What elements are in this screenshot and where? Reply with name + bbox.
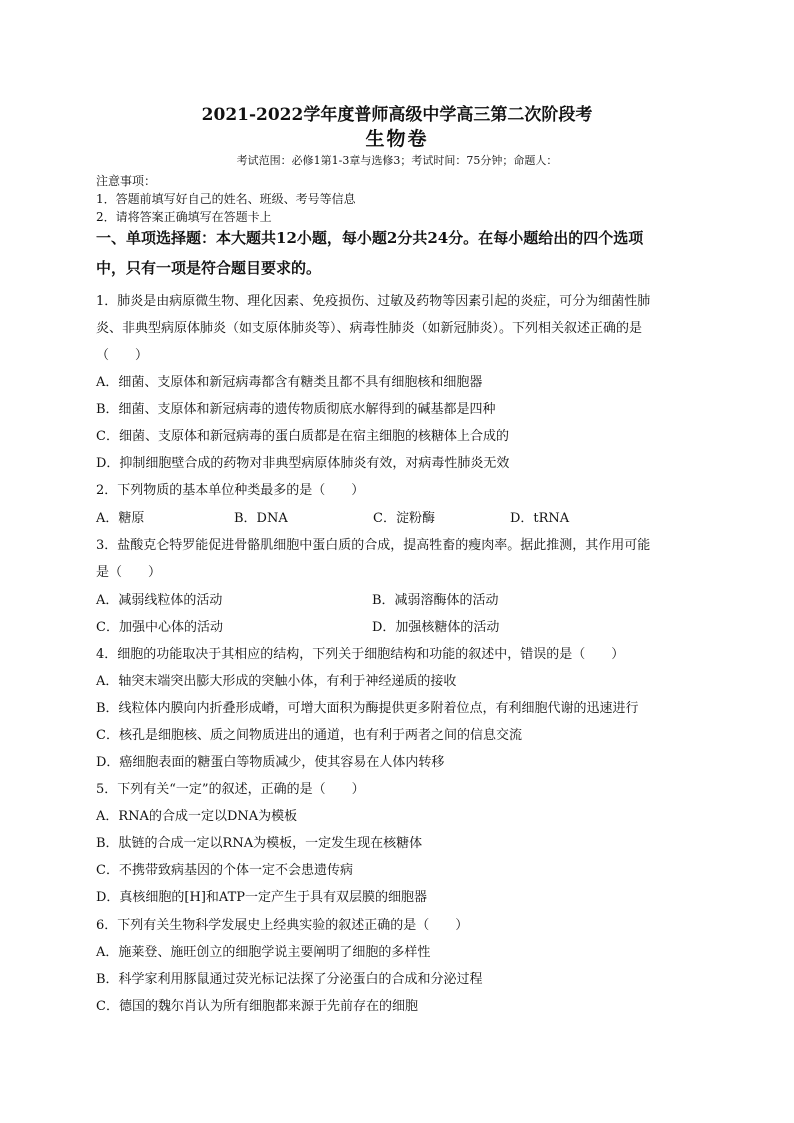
option-a: A．施莱登、施旺创立的细胞学说主要阐明了细胞的多样性 xyxy=(96,945,431,960)
exam-title: 2021-2022学年度普师高级中学高三第二次阶段考 xyxy=(201,105,593,125)
exam-info: 考试范围：必修1第1-3章与选修3；考试时间：75分钟；命题人： xyxy=(236,154,558,167)
option-b: B．线粒体内膜向内折叠形成嵴，可增大面积为酶提供更多附着位点，有利细胞代谢的迅速进行 xyxy=(96,701,639,716)
question-stem: 3．盐酸克仑特罗能促进骨骼肌细胞中蛋白质的合成，提高牲畜的瘦肉率。据此推测，其作用可能 xyxy=(96,538,651,553)
option-d: D．抑制细胞壁合成的药物对非典型病原体肺炎有效，对病毒性肺炎无效 xyxy=(96,456,510,471)
option-b: B．DNA xyxy=(234,511,288,526)
question-stem: 5．下列有关“一定”的叙述，正确的是（ ） xyxy=(96,782,365,797)
notice-item: 2．请将答案正确填写在答题卡上 xyxy=(96,210,272,224)
option-d: D．癌细胞表面的糖蛋白等物质减少，使其容易在人体内转移 xyxy=(96,755,445,770)
option-b: B．科学家利用豚鼠通过荧光标记法探了分泌蛋白的合成和分泌过程 xyxy=(96,972,483,987)
option-c: C．德国的魏尔肖认为所有细胞都来源于先前存在的细胞 xyxy=(96,999,418,1014)
notice-item: 1．答题前填写好自己的姓名、班级、考号等信息 xyxy=(96,192,356,206)
notice-heading: 注意事项： xyxy=(96,174,157,188)
option-b: B．细菌、支原体和新冠病毒的遗传物质彻底水解得到的碱基都是四种 xyxy=(96,402,496,417)
option-a: A．轴突末端突出膨大形成的突触小体，有利于神经递质的接收 xyxy=(96,674,457,689)
exam-subject: 生物卷 xyxy=(365,128,429,150)
question-stem: （ ） xyxy=(96,348,149,363)
option-c: C．加强中心体的活动 xyxy=(96,620,223,635)
question-stem: 6．下列有关生物科学发展史上经典实验的叙述正确的是（ ） xyxy=(96,918,469,933)
option-a: A．减弱线粒体的活动 xyxy=(96,593,223,608)
option-c: C．细菌、支原体和新冠病毒的蛋白质都是在宿主细胞的核糖体上合成的 xyxy=(96,429,509,444)
question-stem: 是（ ） xyxy=(96,565,162,580)
option-d: D．加强核糖体的活动 xyxy=(372,620,500,635)
option-a: A．RNA的合成一定以DNA为模板 xyxy=(96,809,298,824)
option-a: A．糖原 xyxy=(96,511,145,526)
option-c: C．不携带致病基因的个体一定不会患遗传病 xyxy=(96,863,353,878)
option-c: C．核孔是细胞核、质之间物质进出的通道，也有利于两者之间的信息交流 xyxy=(96,728,522,743)
question-stem: 2．下列物质的基本单位种类最多的是（ ） xyxy=(96,483,365,498)
option-a: A．细菌、支原体和新冠病毒都含有糖类且都不具有细胞核和细胞器 xyxy=(96,375,483,390)
section-heading: 中，只有一项是符合题目要求的。 xyxy=(96,259,322,277)
section-heading: 一、单项选择题：本大题共12小题，每小题2分共24分。在每小题给出的四个选项 xyxy=(96,229,644,247)
option-b: B．肽链的合成一定以RNA为模板，一定发生现在核糖体 xyxy=(96,836,423,851)
question-stem: 炎、非典型病原体肺炎（如支原体肺炎等）、病毒性肺炎（如新冠肺炎）。下列相关叙述正确的是 xyxy=(96,321,643,336)
option-d: D．tRNA xyxy=(510,511,570,526)
option-b: B．减弱溶酶体的活动 xyxy=(372,593,499,608)
option-c: C．淀粉酶 xyxy=(373,511,435,526)
question-stem: 1．肺炎是由病原微生物、理化因素、免疫损伤、过敏及药物等因素引起的炎症，可分为细菌性肺 xyxy=(96,294,651,309)
option-d: D．真核细胞的[H]和ATP一定产生于具有双层膜的细胞器 xyxy=(96,890,427,905)
question-stem: 4．细胞的功能取决于其相应的结构，下列关于细胞结构和功能的叙述中，错误的是（ ） xyxy=(96,647,625,662)
